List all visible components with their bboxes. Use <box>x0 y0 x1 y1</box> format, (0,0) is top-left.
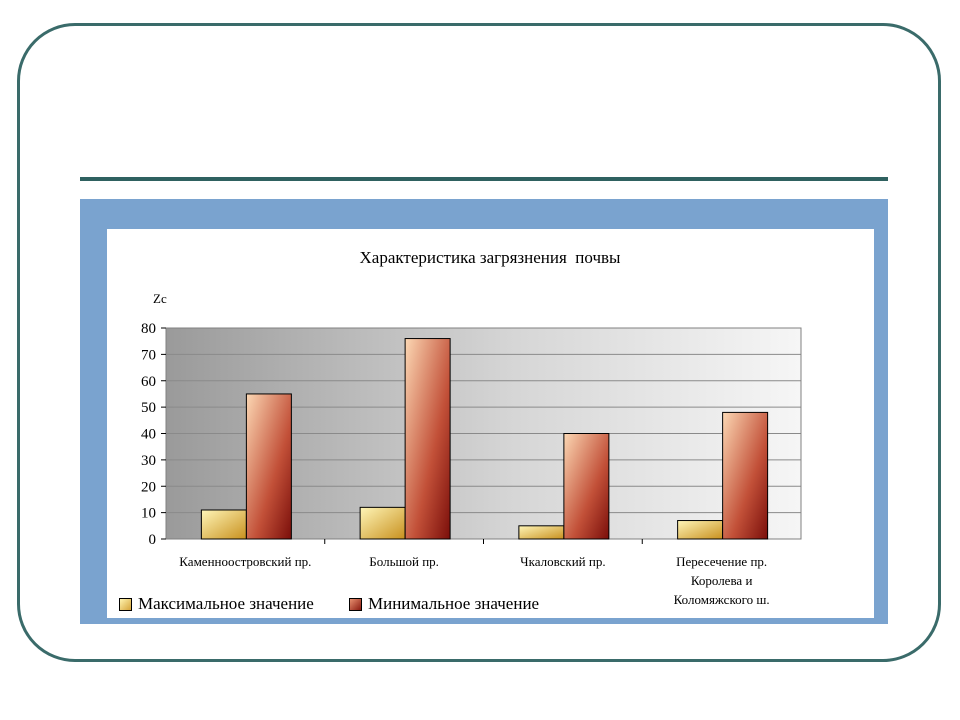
legend-swatch-max <box>119 598 132 611</box>
bar-min-1 <box>405 339 450 539</box>
y-tick-label: 30 <box>141 452 156 469</box>
x-tick-label: Большой пр. <box>369 554 439 569</box>
y-tick-label: 80 <box>141 321 156 337</box>
legend-swatch-min <box>349 598 362 611</box>
bar-max-2 <box>519 526 564 539</box>
y-tick-label: 10 <box>141 505 156 522</box>
legend-item-max <box>119 594 314 614</box>
bar-min-0 <box>246 394 291 539</box>
legend-label-min: Минимальное значение <box>368 594 540 613</box>
x-tick-label: Пересечение пр. <box>676 554 768 569</box>
y-tick-label: 0 <box>148 532 156 548</box>
y-tick-label: 20 <box>141 479 156 496</box>
bar-min-3 <box>723 412 768 539</box>
y-tick-label: 70 <box>141 347 156 364</box>
bar-max-3 <box>678 521 723 539</box>
y-tick-label: 60 <box>141 373 156 390</box>
y-tick-label: 50 <box>141 400 156 417</box>
y-axis-label: Zc <box>153 291 167 306</box>
x-tick-label: Чкаловский пр. <box>520 554 606 569</box>
x-tick-label: Каменноостровский пр. <box>179 554 312 569</box>
bar-max-1 <box>360 507 405 539</box>
x-tick-label: Королева и <box>690 573 753 588</box>
legend-label-max: Максимальное значение <box>138 594 314 613</box>
legend-item-min <box>349 594 539 614</box>
y-tick-label: 40 <box>141 426 156 443</box>
bar-min-2 <box>564 434 609 540</box>
bar-max-0 <box>201 510 246 539</box>
chart-title: Характеристика загрязнения почвы <box>359 248 621 267</box>
x-tick-label: Коломяжского ш. <box>673 592 770 607</box>
